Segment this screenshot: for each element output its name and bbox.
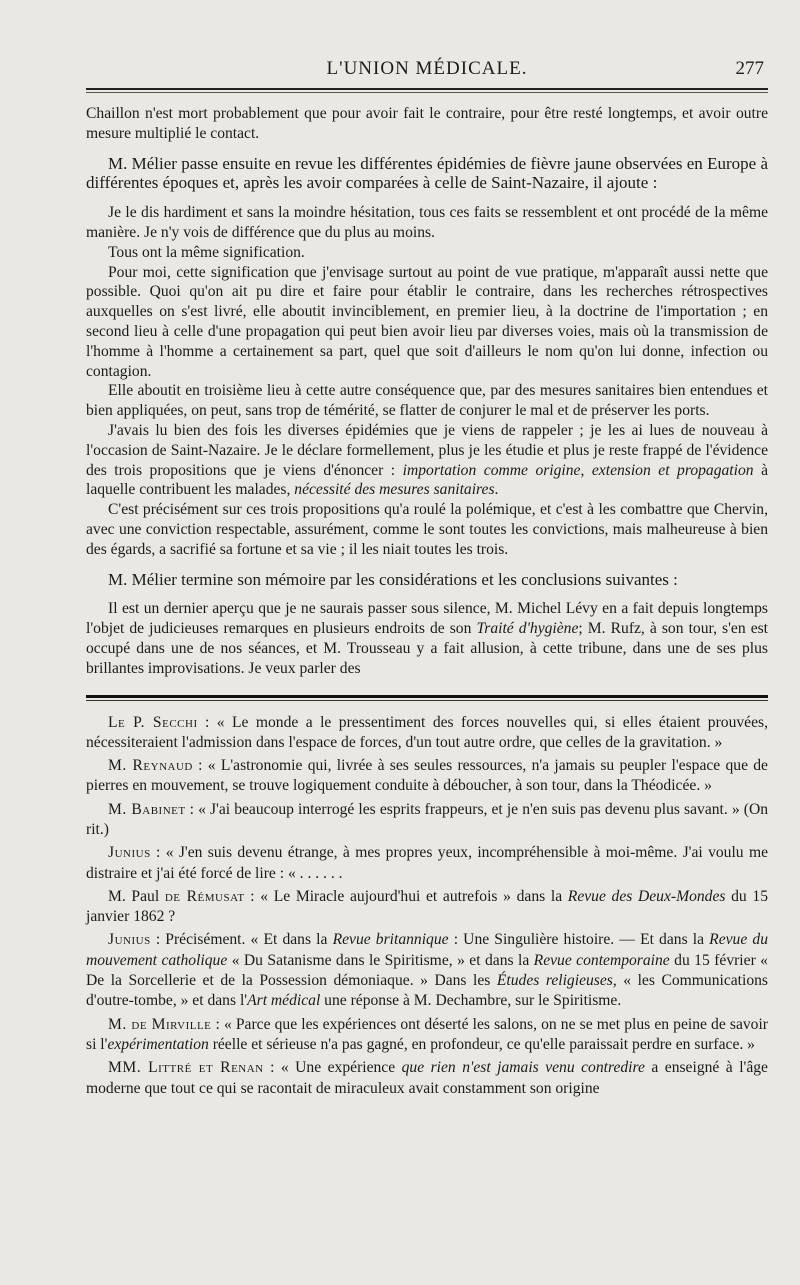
dialogue-line: Junius : Précisément. « Et dans la Revue britannique : Une Singulière histoire. — Et dans la Revue du mouvement catholique « Du Satanisme dans le Spiritisme, » et dans la Revue contemporaine du 15 février « De la Sorcellerie et de la Possession démoniaque. » Dans les Études religieuses, « les Communications d'outre-tombe, » et dans l'Art médical une réponse à M. Dechambre, sur le Spiritisme. — [86, 931, 768, 1010]
dialogue-line: Junius : « J'en suis devenu étrange, à mes propres yeux, incompréhensible à moi-même. J'ai voulu me distraire et j'ai été forcé de lire : « . . . . . . — [86, 844, 768, 882]
paragraph: Chaillon n'est mort probablement que pour avoir fait le contraire, pour être resté longtemps, et avoir outre mesure multiplié le contact. — [86, 105, 768, 142]
paragraph: M. Mélier passe ensuite en revue les différentes épidémies de fièvre jaune observées en Europe à différentes époques et, après les avoir comparées à celle de Saint-Nazaire, il ajoute : — [86, 153, 768, 193]
dialogue-line: MM. Littré et Renan : « Une expérience que rien n'est jamais venu contredire a enseigné à l'âge moderne que tout ce qui se racontait de miraculeux avait constamment son origine — [86, 1059, 768, 1097]
header-rule — [86, 88, 768, 90]
page-number: 277 — [735, 58, 764, 79]
dialogue-line: Le P. Secchi : « Le monde a le pressentiment des forces nouvelles qui, si elles étaient prouvées, nécessiteraient l'admission dans l'espace de forces, d'un tout autre ordre, que celles de la gravitation. » — [86, 713, 768, 751]
journal-title: L'UNION MÉDICALE. — [326, 58, 528, 79]
quoted-paragraph: Tous ont la même signification. — [108, 243, 305, 261]
quoted-paragraph: Elle aboutit en troisième lieu à cette autre conséquence que, par des mesures sanitaires bien entendues et bien appliquées, on peut, sans trop de témérité, se flatter de conjurer le mal et de préserver les ports. — [86, 382, 768, 420]
dialogue-line: M. Babinet : « J'ai beaucoup interrogé les esprits frappeurs, et je n'en suis pas devenu plus savant. » (On rit.) — [86, 800, 768, 838]
dialogue-line: M. de Mirville : « Parce que les expériences ont déserté les salons, on ne se met plus en peine de savoir si l'expérimentation réelle et sérieuse n'a pas gagné, en profondeur, ce qu'elle paraissait perdre en surface. » — [86, 1015, 768, 1053]
quoted-paragraph: Il est un dernier aperçu que je ne saurais passer sous silence, M. Michel Lévy en a fait depuis longtemps l'objet de judicieuses remarques en plusieurs endroits de son Traité d'hygiène; M. Rufz, à son tour, s'en est occupé dans une de nos séances, et M. Trousseau y a fait allusion, à cette tribune, dans une de ses plus brillantes improvisations. Je veux parler des — [86, 600, 769, 677]
feuilleton-section — [86, 713, 768, 1099]
main-article-continuation — [86, 88, 768, 679]
dialogue-line: M. Reynaud : « L'astronomie qui, livrée à ses seules ressources, n'a jamais su peupler l'espace que de pierres en mouvement, se trouve logiquement conduite à déboucher, à son tour, dans la Théodicée. » — [86, 757, 768, 795]
feuilleton-separator-thin — [86, 700, 768, 701]
dialogue-line: M. Paul de Rémusat : « Le Miracle aujourd'hui et autrefois » dans la Revue des Deux-Mondes du 15 janvier 1862 ? — [86, 887, 768, 926]
header-rule-thin — [86, 92, 768, 93]
paragraph: M. Mélier termine son mémoire par les considérations et les conclusions suivantes : — [108, 569, 678, 589]
page-header — [86, 0, 768, 88]
quoted-paragraph: C'est précisément sur ces trois propositions qu'a roulé la polémique, et c'est à les combattre que Chervin, avec une conviction respectable, assurément, comme le sont toutes les convictions, mais malheureuse à bien des égards, a sacrifié sa fortune et sa vie ; il les niait toutes les trois. — [86, 501, 768, 558]
quoted-paragraph: Je le dis hardiment et sans la moindre hésitation, tous ces faits se ressemblent et ont procédé de la même manière. Je n'y vois de différence que du plus au moins. — [86, 204, 768, 241]
quoted-paragraph: Pour moi, cette signification que j'envisage surtout au point de vue pratique, m'apparaît aussi nette que possible. Quoi qu'on ait pu dire et faire pour établir le contraire, dans les recherches rétrospectives auxquelles on s'est livré, elle aboutit invinciblement, en premier lieu, à la doctrine de l'importation ; en second lieu à celle d'une propagation qui peut bien avoir lieu par diverses voies, mais où la transmission de l'homme à l'homme a certainement sa part, quel que soit d'ailleurs le nom qu'on lui donne, infection ou contagion. — [86, 263, 768, 380]
quoted-paragraph: J'avais lu bien des fois les diverses épidémies que je viens de rappeler ; je les ai lues de nouveau à l'occasion de Saint-Nazaire. Je le déclare formellement, plus je les étudie et plus je reste frappé de l'évidence des trois propositions que je viens d'énoncer : importation comme origine, extension et propagation à laquelle contribuent les malades, nécessité des mesures sanitaires. — [86, 421, 769, 499]
feuilleton-separator — [86, 695, 768, 698]
